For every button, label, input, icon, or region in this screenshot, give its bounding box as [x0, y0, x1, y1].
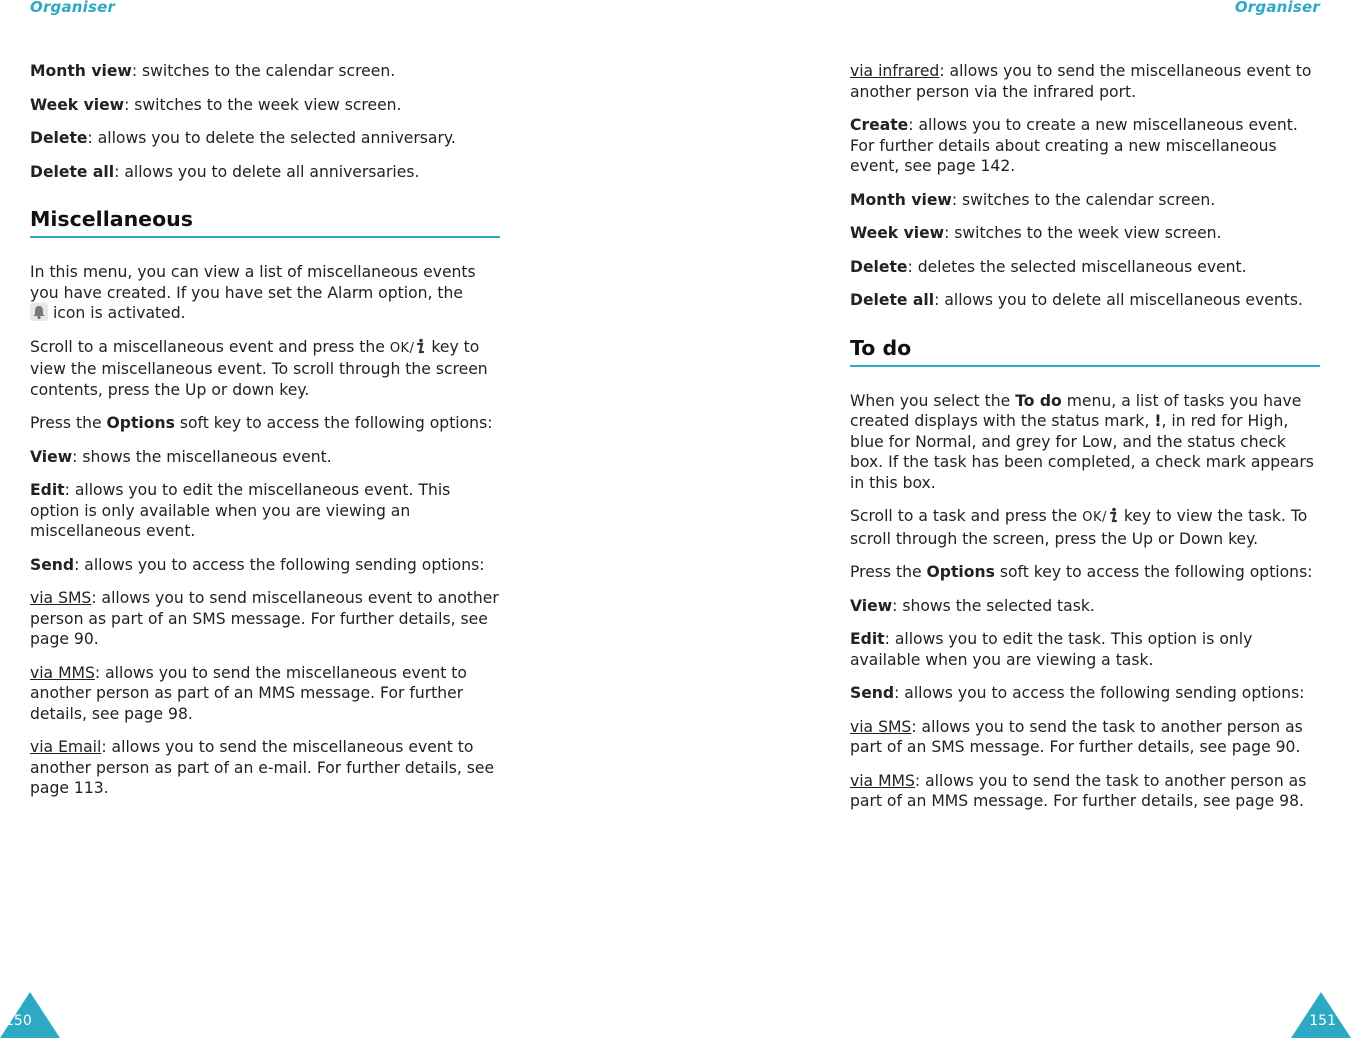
section-heading-miscellaneous: Miscellaneous — [30, 207, 500, 238]
option-send: Send: allows you to access the following sending options: — [30, 555, 485, 574]
scroll-paragraph: Scroll to a task and press the OK/ key to view the task. To scroll through the screen, press the Up or Down key. — [850, 507, 1308, 548]
intro-paragraph: In this menu, you can view a list of miscellaneous events you have created. If you have set the Alarm option, the icon is activated. — [30, 263, 476, 322]
send-via-sms: via SMS: allows you to send miscellaneous event to another person as part of an SMS message. For further details, see page 90. — [30, 589, 499, 648]
section-heading-to-do: To do — [850, 336, 1320, 367]
send-via-sms: via SMS: allows you to send the task to another person as part of an SMS message. For further details, see page 90. — [850, 717, 1303, 756]
option-delete: Delete: deletes the selected miscellaneous event. — [850, 257, 1247, 276]
option-week-view: Week view: switches to the week view screen. — [30, 95, 402, 114]
left-page-content — [30, 61, 500, 812]
ok-key-label: OK/ — [389, 340, 415, 356]
send-via-mms: via MMS: allows you to send the miscellaneous event to another person as part of an MMS message. For further details, see page 98. — [30, 663, 467, 723]
option-send: Send: allows you to access the following sending options: — [850, 684, 1305, 702]
option-month-view: Month view: switches to the calendar screen. — [850, 190, 1216, 209]
alarm-bell-icon — [30, 303, 48, 321]
option-view: View: shows the miscellaneous event. — [30, 447, 332, 466]
scroll-paragraph: Scroll to a miscellaneous event and press the OK/ key to view the miscellaneous event. To scroll through the screen contents, press the Up or down key. — [30, 337, 488, 399]
left-page — [0, 0, 560, 1038]
option-month-view: Month view: switches to the calendar screen. — [30, 62, 396, 80]
option-delete-all: Delete all: allows you to delete all miscellaneous events. — [850, 291, 1303, 309]
page-number-left: 150 — [0, 992, 60, 1038]
page-header-right: Organiser — [1234, 0, 1320, 16]
options-paragraph: Press the Options soft key to access the following options: — [850, 563, 1313, 581]
info-key-icon — [414, 338, 426, 354]
option-create: Create: allows you to create a new miscellaneous event. For further details about creating a new miscellaneous event, see page 142. — [850, 116, 1298, 175]
send-via-infrared: via infrared: allows you to send the miscellaneous event to another person via the infrared port. — [850, 62, 1312, 101]
ok-key-label: OK/ — [1082, 510, 1107, 525]
option-delete-all: Delete all: allows you to delete all anniversaries. — [30, 162, 420, 181]
option-view: View: shows the selected task. — [850, 596, 1095, 615]
todo-intro-paragraph: When you select the To do menu, a list of tasks you have created displays with the status mark, !, in red for High, blue for Normal, and grey for Low, and the status check box. If the task has been completed, a check mark appears in this box. — [850, 391, 1314, 492]
option-edit: Edit: allows you to edit the task. This option is only available when you are viewing a task. — [850, 630, 1253, 669]
send-via-mms: via MMS: allows you to send the task to another person as part of an MMS message. For further details, see page 98. — [850, 771, 1307, 810]
option-delete: Delete: allows you to delete the selected anniversary. — [30, 129, 456, 147]
options-paragraph: Press the Options soft key to access the following options: — [30, 414, 493, 432]
info-key-icon — [1107, 507, 1119, 523]
option-edit: Edit: allows you to edit the miscellaneous event. This option is only available when you are viewing an miscellaneous event. — [30, 481, 451, 540]
right-page-content — [850, 61, 1320, 825]
option-week-view: Week view: switches to the week view screen. — [850, 224, 1222, 242]
send-via-email: via Email: allows you to send the miscellaneous event to another person as part of an e-mail. For further details, see page 113. — [30, 738, 495, 797]
right-page — [760, 0, 1351, 1038]
page-number-right: 151 — [1291, 992, 1351, 1038]
page-header-left: Organiser — [30, 0, 116, 16]
